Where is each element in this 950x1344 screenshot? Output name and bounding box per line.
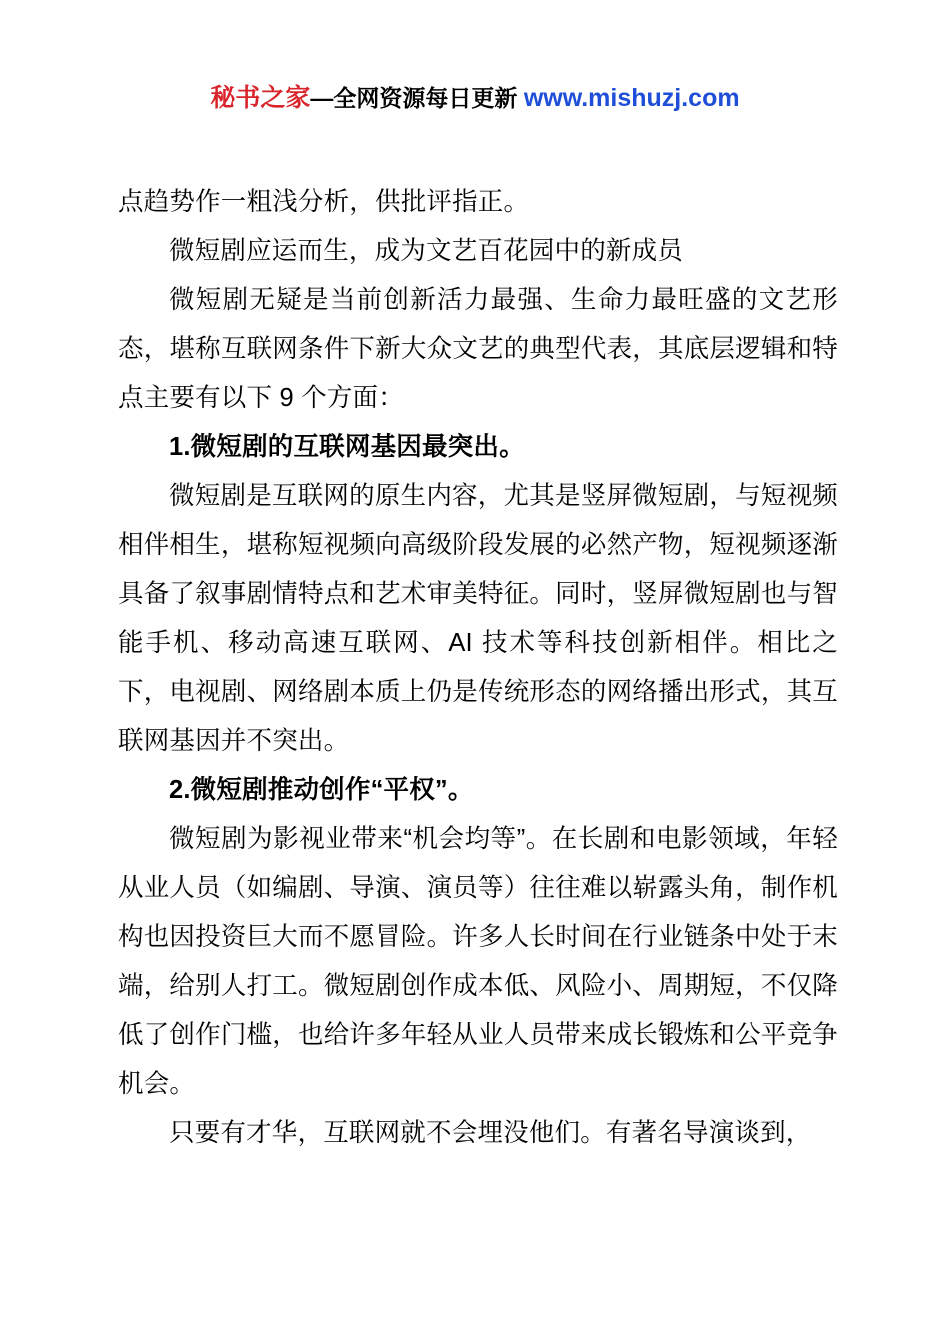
paragraph-2: 微短剧应运而生，成为文艺百花园中的新成员 — [169, 237, 684, 265]
paragraph-5: 微短剧为影视业带来“机会均等”。在长剧和电影领域，年轻从业人员（如编剧、导演、演员等）往往难以崭露头角，制作机构也因投资巨大而不愿冒险。许多人长时间在行业链条中处于末端，给别人打工。微短剧创作成本低、风险小、周期短，不仅降低了创作门槛，也给许多年轻从业人员带来成长锻炼和公平竞争机会。 — [118, 825, 838, 1098]
site-url[interactable]: www.mishuzj.com — [523, 84, 740, 112]
paragraph-6: 只要有才华，互联网就不会埋没他们。有著名导演谈到， — [169, 1119, 812, 1147]
site-header — [0, 82, 950, 114]
paragraph-heading-2: 2.微短剧推动创作“平权”。 — [169, 776, 474, 804]
document-body — [118, 178, 838, 1158]
paragraph-4: 微短剧是互联网的原生内容，尤其是竖屏微短剧，与短视频相伴相生，堪称短视频向高级阶段发展的必然产物，短视频逐渐具备了叙事剧情特点和艺术审美特征。同时，竖屏微短剧也与智能手机、移动高速互联网、AI 技术等科技创新相伴。相比之下，电视剧、网络剧本质上仍是传统形态的网络播出形式，其互联网基因并不突出。 — [118, 482, 838, 755]
site-tagline: —全网资源每日更新 — [310, 85, 524, 111]
site-brand: 秘书之家 — [210, 84, 311, 112]
paragraph-3: 微短剧无疑是当前创新活力最强、生命力最旺盛的文艺形态，堪称互联网条件下新大众文艺的典型代表，其底层逻辑和特点主要有以下 9 个方面： — [118, 286, 838, 412]
paragraph-heading-1: 1.微短剧的互联网基因最突出。 — [169, 433, 525, 461]
paragraph-1: 点趋势作一粗浅分析，供批评指正。 — [118, 188, 530, 216]
